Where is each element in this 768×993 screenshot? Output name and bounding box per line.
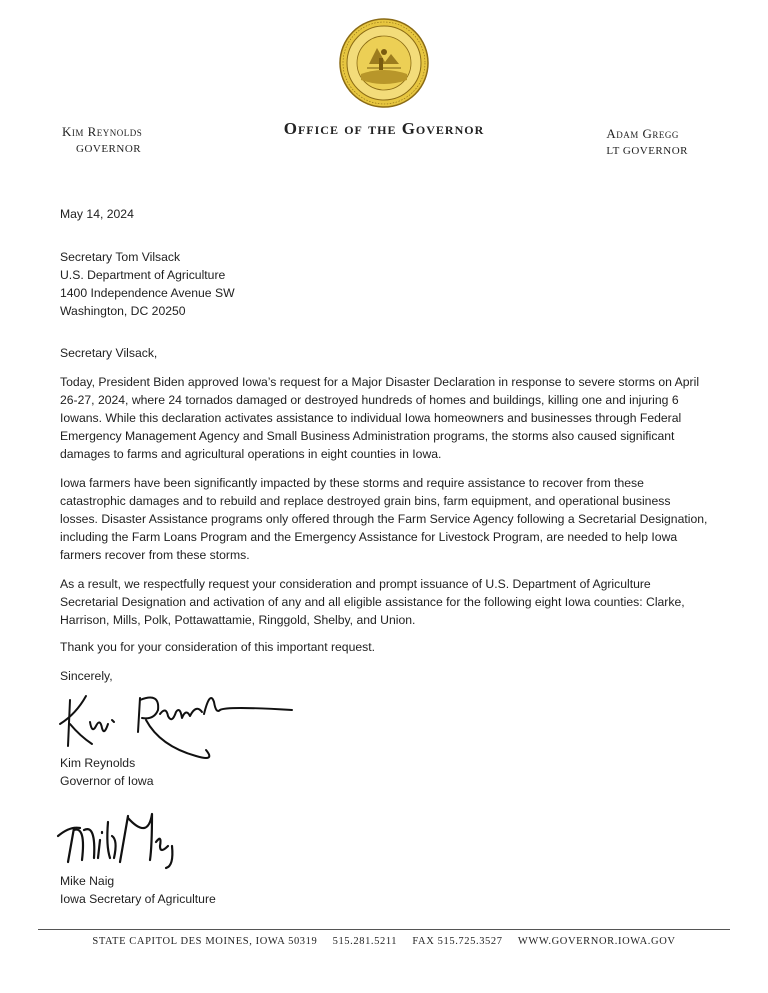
lt-governor-name: Adam Gregg: [606, 126, 679, 141]
signature-kim-reynolds: [56, 684, 296, 764]
signature-mike-naig: [56, 806, 196, 872]
lt-governor-header-block: [606, 126, 688, 157]
signer-name: Kim Reynolds: [60, 756, 136, 770]
body-paragraph-4: Thank you for your consideration of this important request.: [60, 640, 376, 654]
footer-website[interactable]: WWW.GOVERNOR.IOWA.GOV: [517, 936, 676, 947]
footer: [0, 936, 768, 947]
recipient-line: Washington, DC 20250: [60, 304, 186, 318]
body-paragraph-3: As a result, we respectfully request your consideration and prompt issuance of U.S. Department of Agriculture Secretarial Designation and activation of any and all eligible assistance for the following eight Iowa counties: Clarke, Harrison, Mills, Polk, Pottawattamie, Ringgold, Shelby, and Union.: [60, 577, 685, 627]
signer-block-2: [60, 872, 710, 908]
recipient-address: [60, 248, 710, 320]
governor-name: Kim Reynolds: [62, 124, 143, 139]
signer-name: Mike Naig: [60, 874, 115, 888]
lt-governor-title: LT GOVERNOR: [606, 145, 688, 157]
footer-divider: [38, 929, 730, 930]
footer-address: STATE CAPITOL DES MOINES, IOWA 50319: [92, 936, 318, 947]
footer-fax: FAX 515.725.3527: [412, 936, 503, 947]
iowa-state-seal: [339, 18, 429, 108]
recipient-line: 1400 Independence Avenue SW: [60, 286, 235, 300]
signer-title: Governor of Iowa: [60, 774, 154, 788]
governor-title: GOVERNOR: [76, 143, 142, 155]
recipient-line: U.S. Department of Agriculture: [60, 268, 226, 282]
closing: Sincerely,: [60, 669, 113, 683]
letter-date: May 14, 2024: [60, 207, 134, 221]
footer-phone: 515.281.5211: [332, 936, 398, 947]
office-title: Office of the Governor: [283, 119, 485, 138]
recipient-line: Secretary Tom Vilsack: [60, 250, 181, 264]
signer-block-1: [60, 754, 710, 790]
body-paragraph-2: Iowa farmers have been significantly impacted by these storms and require assistance to recover from these catastrophic damages and to rebuild and replace destroyed grain bins, farm equipment, and operational business losses. Disaster Assistance programs only offered through the Farm Service Agency following a Secretarial Designation, including the Farm Loans Program and the Emergency Assistance for Livestock Program, are needed to help Iowa farmers recover from these storms.: [60, 476, 708, 562]
signer-title: Iowa Secretary of Agriculture: [60, 892, 216, 906]
salutation: Secretary Vilsack,: [60, 346, 158, 360]
body-paragraph-1: Today, President Biden approved Iowa’s request for a Major Disaster Declaration in response to severe storms on April 26-27, 2024, where 24 tornados damaged or destroyed hundreds of homes and buildings, killing one and injuring 6 Iowans. While this declaration activates assistance to individual Iowa homeowners and businesses through Federal Emergency Management Agency and Small Business Administration programs, the storms also caused significant damages to farms and agricultural operations in eight counties in Iowa.: [60, 375, 700, 461]
